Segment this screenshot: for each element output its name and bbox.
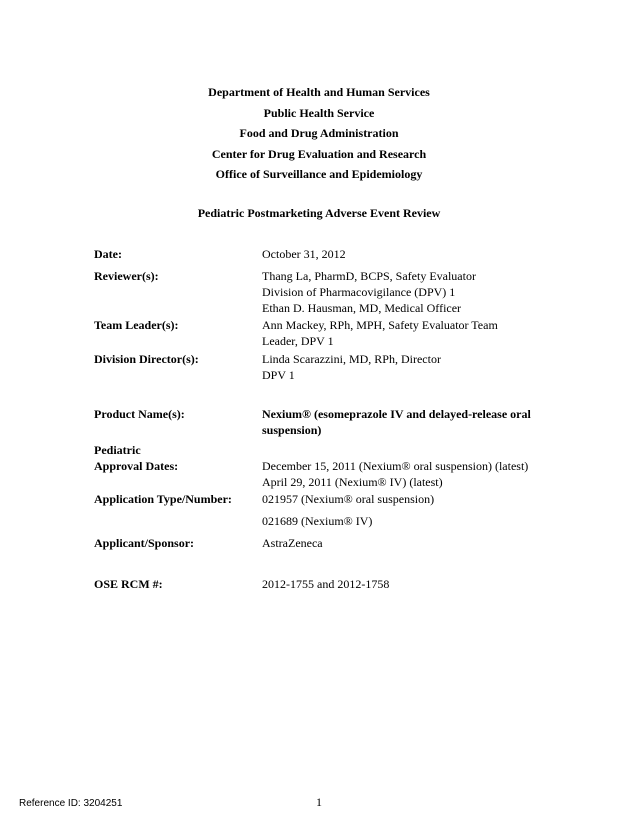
field-label: Division Director(s): (94, 352, 199, 366)
field-value: 2012-1755 and 2012-1758 (262, 577, 390, 591)
field-label: Product Name(s): (94, 407, 185, 421)
header-line-cder: Center for Drug Evaluation and Research (211, 146, 427, 161)
field-value: 021957 (Nexium® oral suspension) 021689 (Nexium® IV) (262, 492, 435, 528)
field-label: Reviewer(s): (94, 269, 159, 283)
page-number: 1 (316, 795, 322, 809)
field-label: Team Leader(s): (94, 318, 179, 332)
header-line-phs: Public Health Service (263, 105, 375, 120)
field-value: October 31, 2012 (262, 247, 346, 261)
agency-header (0, 82, 638, 185)
header-line-department: Department of Health and Human Services (208, 85, 430, 99)
field-value: AstraZeneca (262, 536, 323, 550)
document-title: Pediatric Postmarketing Adverse Event Review (197, 206, 441, 220)
field-value: Thang La, PharmD, BCPS, Safety Evaluator Division of Pharmacovigilance (DPV) 1 Ethan D. Hausman, MD, Medical Officer (262, 269, 476, 315)
field-label: Application Type/Number: (94, 492, 232, 506)
reference-id: Reference ID: 3204251 (19, 798, 123, 809)
field-label: Date: (94, 247, 122, 261)
field-value: Ann Mackey, RPh, MPH, Safety Evaluator Team Leader, DPV 1 (262, 318, 498, 348)
field-value: December 15, 2011 (Nexium® oral suspension) (latest) April 29, 2011 (Nexium® IV) (latest) (262, 459, 529, 489)
field-value: Linda Scarazzini, MD, RPh, Director DPV 1 (262, 352, 441, 382)
field-value: Nexium® (esomeprazole IV and delayed-release oral suspension) (262, 407, 531, 437)
header-line-ose: Office of Surveillance and Epidemiology (215, 167, 423, 181)
field-label: Applicant/Sponsor: (94, 536, 195, 550)
header-line-fda: Food and Drug Administration (239, 126, 399, 140)
field-label: OSE RCM #: (94, 577, 163, 591)
field-label: Pediatric Approval Dates: (94, 443, 179, 473)
